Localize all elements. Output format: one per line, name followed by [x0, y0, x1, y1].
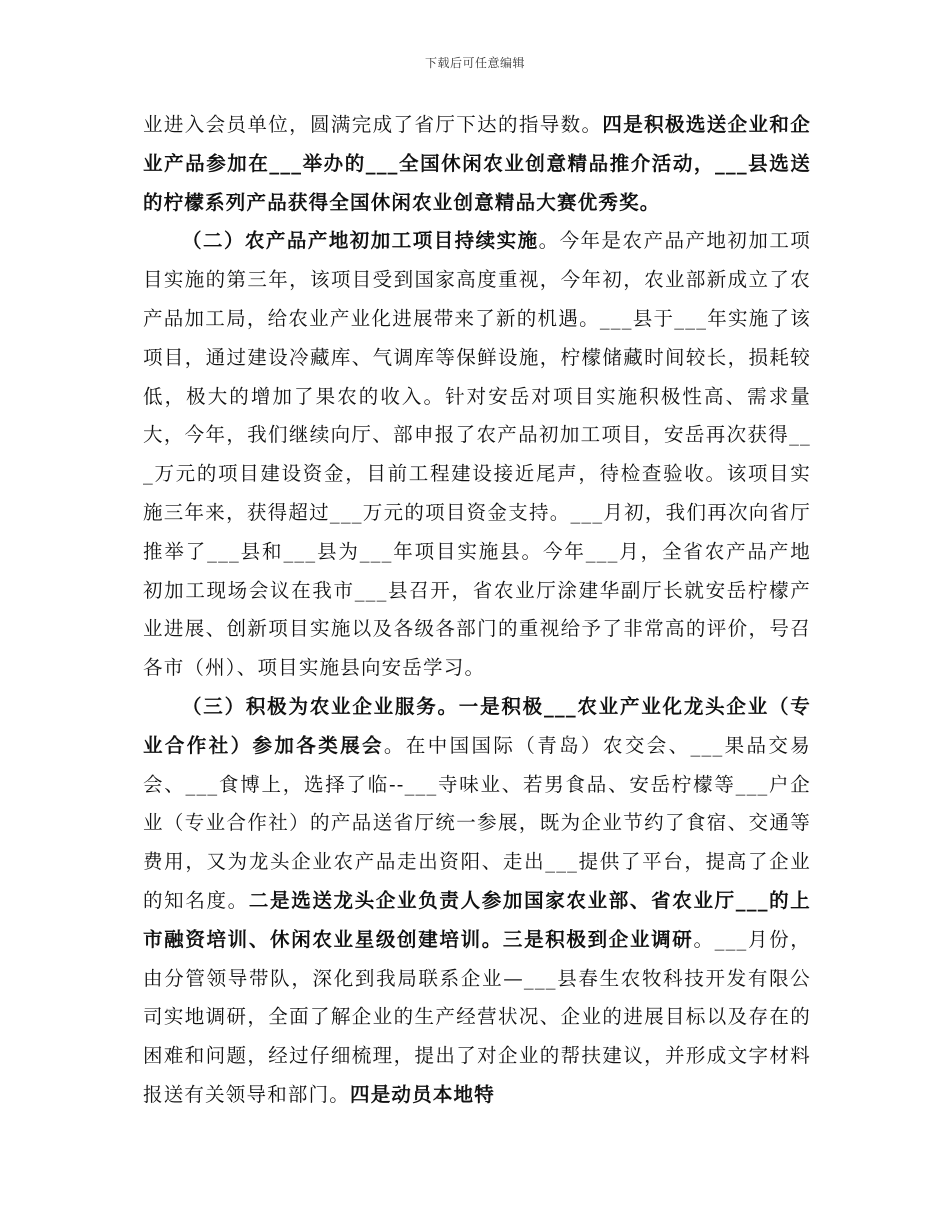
paragraph-1 [143, 106, 811, 222]
text-run: 。___月份，由分管领导带队，深化到我局联系企业—___县春生农牧科技开发有限公司实地调研，全面了解企业的生产经营状况、企业的进展目标以及存在的困难和问题，经过仔细梳理，提出了对企业的帮扶建议，并形成文字材料报送有关领导和部门。 [143, 927, 812, 1106]
section-heading-2: （二）农产品产地初加工项目持续实施 [182, 229, 539, 253]
bold-text-run: 四是积极选送企业和企业产品参加在___举办的___全国休闲农业创意精品推介活动，___县选送的柠檬系列产品获得全国休闲农业创意精品大赛优秀奖。 [143, 113, 811, 214]
bold-text-run: 四是动员本地特 [350, 1082, 495, 1106]
paragraph-3 [143, 688, 811, 1115]
page-header: 下载后可任意编辑 [424, 56, 525, 70]
text-run: 。今年是农产品产地初加工项目实施的第三年，该项目受到国家高度重视，今年初，农业部新成立了农产品加工局，给农业产业化进展带来了新的机遇。___县于___年实施了该项目，通过建设冷藏库、气调库等保鲜设施，柠檬储藏时间较长，损耗较低，极大的增加了果农的收入。针对安岳对项目实施积极性高、需求量大，今年，我们继续向厅、部申报了农产品初加工项目，安岳再次获得___万元的项目建设资金，目前工程建设接近尾声，待检查验收。该项目实施三年来，获得超过___万元的项目资金支持。___月初，我们再次向省厅推举了___县和___县为___年项目实施县。今年___月，全省农产品产地初加工现场会议在我市___县召开，省农业厅涂建华副厅长就安岳柠檬产业进展、创新项目实施以及各级各部门的重视给予了非常高的评价，号召各市（州）、项目实施县向安岳学习。 [143, 229, 811, 680]
section-heading-3: （三）积极为农业企业服务。一是积极___农业产业化龙头企业（专业合作社）参加各类展会 [143, 694, 811, 757]
bold-text-run: 二是选送龙头企业负责人参加国家农业部、省农业厅___的上市融资培训、休闲农业星级创建培训。三是积极到企业调研 [143, 888, 811, 951]
text-run: 业进入会员单位，圆满完成了省厅下达的指导数。 [143, 113, 603, 136]
document-body [143, 106, 811, 1115]
text-run: 。在中国国际（青岛）农交会、___果品交易会、___食博上，选择了临--___寺味业、若男食品、安岳柠檬等___户企业（专业合作社）的产品送省厅统一参展，既为企业节约了食宿、交通等费用，又为龙头企业农产品走出资阳、走出___提供了平台，提高了企业的知名度。 [143, 733, 811, 912]
paragraph-2 [143, 222, 811, 688]
